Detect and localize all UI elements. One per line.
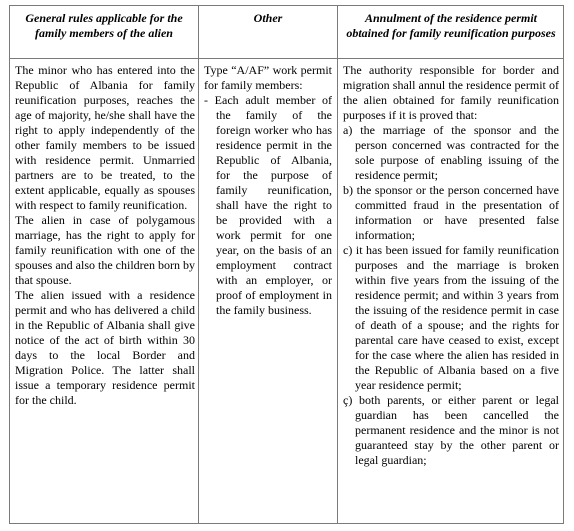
header-annulment: Annulment of the residence permit obtained for family reunification purposes [346,11,556,40]
column-other [204,63,332,318]
general-rules-paragraph-3: The alien issued with a residence permit and who has delivered a child in the Republic of Albania shall give notice of the act of birth within 30 days to the local Border and Migration Police. The latter shall issue a temporary residence permit for the child. [15,288,195,407]
annulment-item-c-cedilla: ç) both parents, or either parent or legal guardian has been cancelled the permanent residence and the minor is not guaranteed stay by the other parent or legal guardian; [343,393,559,467]
other-work-permit-item: - Each adult member of the family of the foreign worker who has residence permit in the Republic of Albania, for the purpose of family reunification, shall have the right to be provided with a work permit for one year, on the basis of an employment contract with an employer, or proof of employment in the family business. [204,93,332,317]
column-general-rules [15,63,195,408]
header-general-rules: General rules applicable for the family members of the alien [25,11,183,40]
other-intro: Type “A/AF” work permit for family members: [204,63,332,92]
general-rules-paragraph-2: The alien in case of polygamous marriage, has the right to apply for family reunification with one of the spouses and also the children born by that spouse. [15,213,195,287]
annulment-item-b: b) the sponsor or the person concerned have committed fraud in the presentation of information or have presented false information; [343,183,559,242]
rules-table [9,5,564,524]
column-divider-1 [198,6,199,523]
header-divider [10,58,563,59]
annulment-intro: The authority responsible for border and migration shall annul the residence permit of the alien obtained for family reunification purposes if it is proved that: [343,63,559,122]
annulment-item-c: c) it has been issued for family reunification purposes and the marriage is broken within five years from the issuing of the residence permit; and within 3 years from the issuing of the residence permit in case of death of a spouse; and the rights for parental care have ceased to exist, except for the case where the alien has resided in the Republic of Albania based on a five year residence permit; [343,243,559,392]
general-rules-paragraph-1: The minor who has entered into the Republic of Albania for family reunification purposes, reaches the age of majority, he/she shall have the right to apply independently of the other family members to be issued with residence permit. Unmarried partners are to be treated, to the extent applicable, equally as spouses with respect to family reunification. [15,63,195,212]
annulment-item-a: a) the marriage of the sponsor and the person concerned was contracted for the sole purpose of enabling issuing of the residence permit; [343,123,559,182]
column-divider-2 [337,6,338,523]
column-annulment [343,63,559,468]
header-other: Other [253,11,283,25]
